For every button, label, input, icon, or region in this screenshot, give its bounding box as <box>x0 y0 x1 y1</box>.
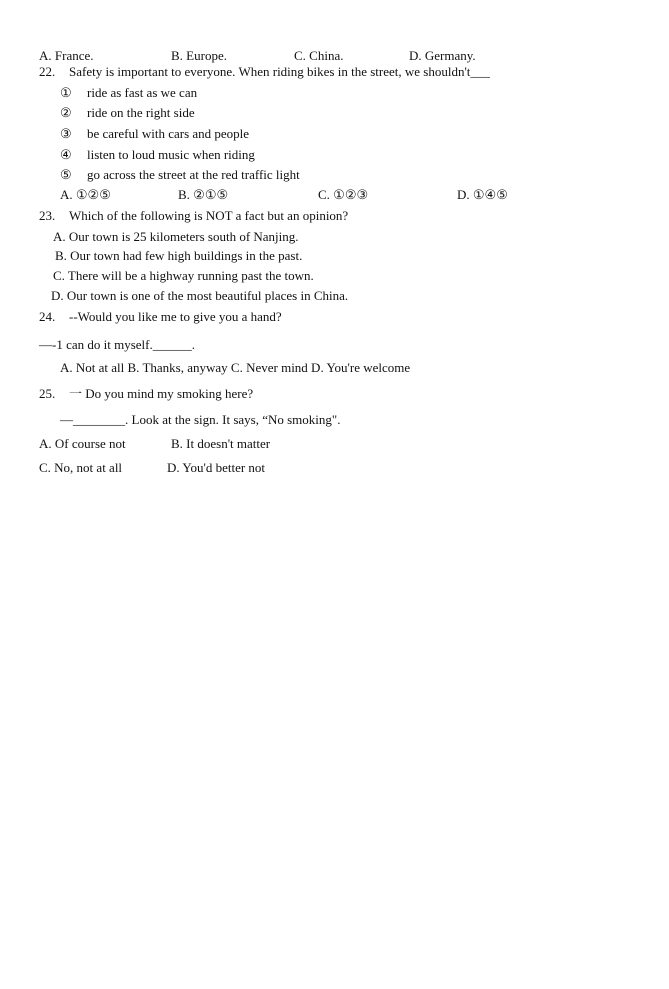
q23-question <box>39 208 348 224</box>
q22-item-4 <box>60 147 255 163</box>
q22-option-d: D. ①④⑤ <box>457 187 508 202</box>
q23-stem: Which of the following is NOT a fact but an opinion? <box>69 208 349 223</box>
q21-option-a: A. France. <box>39 48 94 63</box>
q22-item-text: go across the street at the red traffic light <box>87 167 300 182</box>
q22-option-c: C. ①②③ <box>318 187 369 202</box>
q22-item-1 <box>60 85 197 101</box>
q25-reply: —________. Look at the sign. It says, “No smoking". <box>60 412 341 427</box>
q21-option-b: B. Europe. <box>171 48 227 63</box>
q21-option-d: D. Germany. <box>409 48 476 63</box>
circled-number-1: ① <box>60 85 72 100</box>
q22-item-text: ride as fast as we can <box>87 85 198 100</box>
q22-item-text: ride on the right side <box>87 105 195 120</box>
q24-reply: —-1 can do it myself.______. <box>39 337 195 352</box>
q23-option-c: C. There will be a highway running past the town. <box>53 268 314 283</box>
q23-option-b: B. Our town had few high buildings in the past. <box>55 248 303 263</box>
q22-item-text: listen to loud music when riding <box>87 147 255 162</box>
q25-option-a: A. Of course not <box>39 436 126 451</box>
q22-item-2 <box>60 105 195 121</box>
q24-number: 24. <box>39 309 56 324</box>
q25-question <box>39 386 253 402</box>
q22-question <box>39 64 490 80</box>
q25-option-c: C. No, not at all <box>39 460 123 475</box>
q22-item-text: be careful with cars and people <box>87 126 250 141</box>
circled-number-2: ② <box>60 105 72 120</box>
q23-option-d: D. Our town is one of the most beautiful places in China. <box>51 288 349 303</box>
q23-number: 23. <box>39 208 56 223</box>
q22-option-b: B. ②①⑤ <box>178 187 229 202</box>
q24-options: A. Not at all B. Thanks, anyway C. Never mind D. You're welcome <box>60 360 411 375</box>
q25-number: 25. <box>39 386 56 401</box>
circled-number-3: ③ <box>60 126 72 141</box>
q25-stem: 一 Do you mind my smoking here? <box>69 386 254 401</box>
q22-stem: Safety is important to everyone. When riding bikes in the street, we shouldn't___ <box>69 64 490 79</box>
q22-number: 22. <box>39 64 56 79</box>
q25-option-d: D. You'd better not <box>167 460 266 475</box>
q22-item-5 <box>60 167 300 183</box>
q21-option-c: C. China. <box>294 48 344 63</box>
q22-item-3 <box>60 126 249 142</box>
q22-option-a: A. ①②⑤ <box>60 187 111 202</box>
q24-question <box>39 309 282 325</box>
q25-option-b: B. It doesn't matter <box>171 436 271 451</box>
circled-number-4: ④ <box>60 147 72 162</box>
circled-number-5: ⑤ <box>60 167 72 182</box>
q23-option-a: A. Our town is 25 kilometers south of Nanjing. <box>53 229 299 244</box>
q24-stem: --Would you like me to give you a hand? <box>69 309 282 324</box>
